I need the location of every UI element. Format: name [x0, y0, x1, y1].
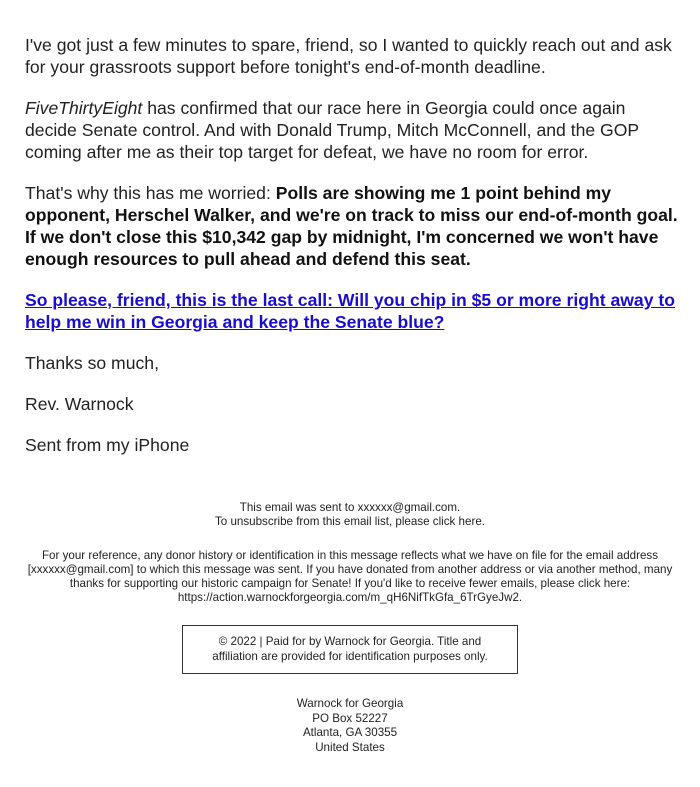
address-po-box: PO Box 52227 [312, 711, 388, 725]
signature: Rev. Warnock [25, 394, 134, 414]
donate-link[interactable]: So please, friend, this is the last call: Will you chip in $5 or more right away to help me win in Georgia and keep the Senate blue? [25, 290, 675, 332]
address-country: United States [315, 740, 385, 754]
intro-paragraph: I've got just a few minutes to spare, friend, so I wanted to quickly reach out and ask for your grassroots support before tonight's end-of-month deadline. [25, 35, 672, 77]
unsubscribe-link[interactable]: To unsubscribe from this email list, please click here. [215, 515, 485, 528]
address-city: Atlanta, GA 30355 [302, 726, 398, 739]
cta-paragraph [25, 289, 678, 333]
urgency-bold: Polls are showing me 1 point behind my opponent, Herschel Walker, and we're on track to miss our end-of-month goal. If we don't close this $10,342 gap by midnight, I'm concerned we won't have enough resources to pull ahead and defend this seat. [25, 183, 678, 269]
recipient-info [24, 501, 676, 529]
address-org: Warnock for Georgia [296, 697, 404, 710]
reference-notice: For your reference, any donor history or identification in this message reflects what we have on file for the email address [xxxxxx@gmail.com] to which this message was sent. If you have donated from another address or via another method, many thanks for supporting our historic campaign for Senate! If you'd like to receive fewer emails, please click here: https://action.warnockforgeorgia.com/m_qH6NifTkGfa_6TrGyeJw2. [27, 549, 673, 604]
sent-to-line: This email was sent to xxxxxx@gmail.com. [239, 501, 461, 514]
paid-for-disclaimer: © 2022 | Paid for by Warnock for Georgia. Title and affiliation are provided for identification purposes only. [182, 625, 518, 674]
context-paragraph [25, 97, 678, 163]
source-name: FiveThirtyEight [25, 98, 143, 118]
urgency-paragraph [25, 182, 678, 270]
sent-from-line: Sent from my iPhone [25, 435, 190, 455]
closing-line: Thanks so much, [25, 353, 159, 373]
context-text: has confirmed that our race here in Georgia could once again decide Senate control. And with Donald Trump, Mitch McConnell, and the GOP coming after me as their top target for defeat, we have no room for error. [25, 98, 639, 162]
mailing-address [24, 697, 676, 755]
email-footer [0, 501, 700, 755]
urgency-lead: That's why this has me worried: [25, 183, 276, 203]
